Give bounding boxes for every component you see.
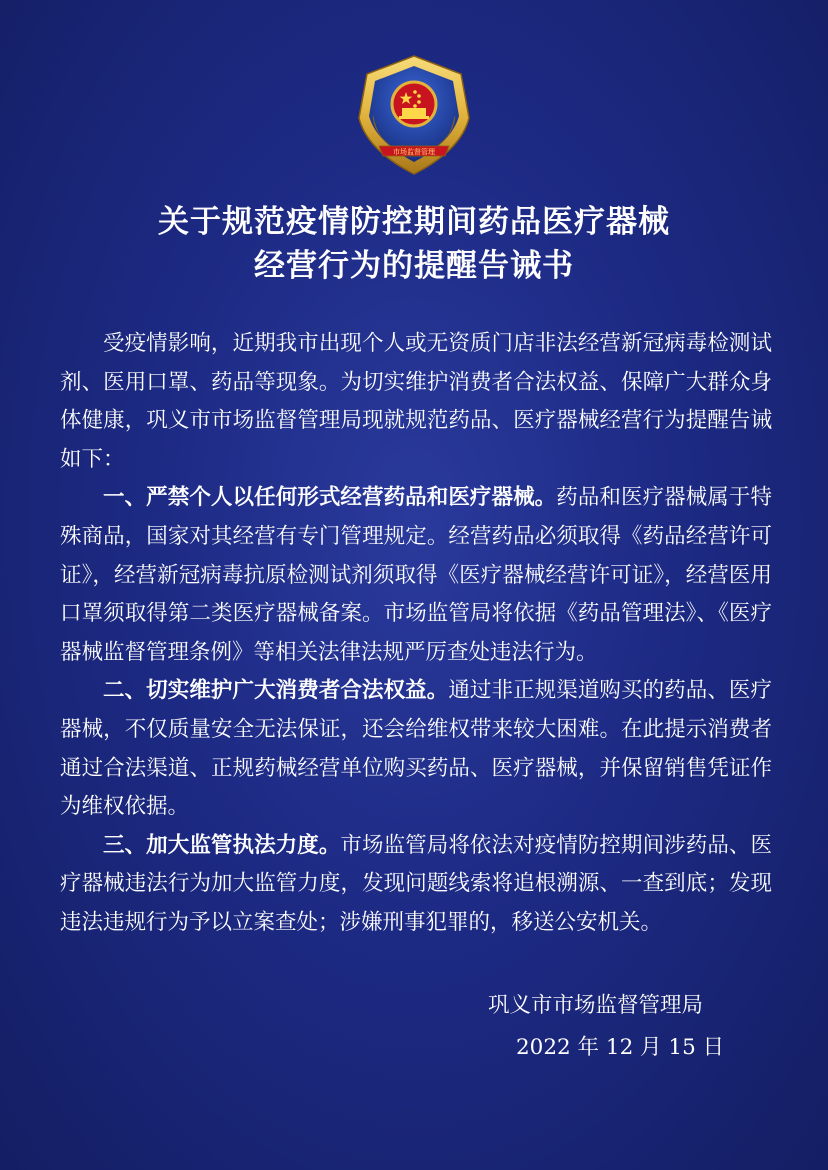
item-text-2: 通过非正规渠道购买的药品、医疗器械，不仅质量安全无法保证，还会给维权带来较大困难。在此提示消费者通过合法渠道、正规药械经营单位购买药品、医疗器械，并保留销售凭证作为维权依据。 xyxy=(60,678,772,820)
item-text-3: 市场监管局将依法对疫情防控期间涉药品、医疗器械违法行为加大监管力度，发现问题线索将追根溯源、一查到底；发现违法违规行为予以立案查处；涉嫌刑事犯罪的，移送公安机关。 xyxy=(60,832,772,935)
item-paragraph-1 xyxy=(60,479,772,672)
item-paragraph-3 xyxy=(60,827,772,943)
police-emblem-icon xyxy=(349,52,479,178)
document-body xyxy=(60,325,772,943)
item-heading-2: 二、切实维护广大消费者合法权益。 xyxy=(103,678,449,704)
signature-date: 2022 年 12 月 15 日 xyxy=(516,1035,725,1060)
item-heading-1: 一、严禁个人以任何形式经营药品和医疗器械。 xyxy=(103,485,557,511)
item-heading-3: 三、加大监管执法力度。 xyxy=(103,832,341,858)
intro-paragraph: 受疫情影响，近期我市出现个人或无资质门店非法经营新冠病毒检测试剂、医用口罩、药品等现象。为切实维护消费者合法权益、保障广大群众身体健康，巩义市市场监督管理局现就规范药品、医疗器械经营行为提醒告诫如下： xyxy=(60,331,772,472)
item-text-1: 药品和医疗器械属于特殊商品，国家对其经营有专门管理规定。经营药品必须取得《药品经营许可证》，经营新冠病毒抗原检测试剂须取得《医疗器械经营许可证》，经营医用口罩须取得第二类医疗器械备案。市场监管局将依据《药品管理法》、《医疗器械监督管理条例》等相关法律法规严厉查处违法行为。 xyxy=(60,485,772,665)
item-paragraph-2 xyxy=(60,672,772,826)
signature-org: 巩义市市场监督管理局 xyxy=(488,993,704,1018)
document-title-line2: 经营行为的提醒告诫书 xyxy=(254,248,574,284)
svg-text:市场监督管理: 市场监督管理 xyxy=(393,148,435,156)
document-title-line1: 关于规范疫情防控期间药品医疗器械 xyxy=(158,204,670,240)
